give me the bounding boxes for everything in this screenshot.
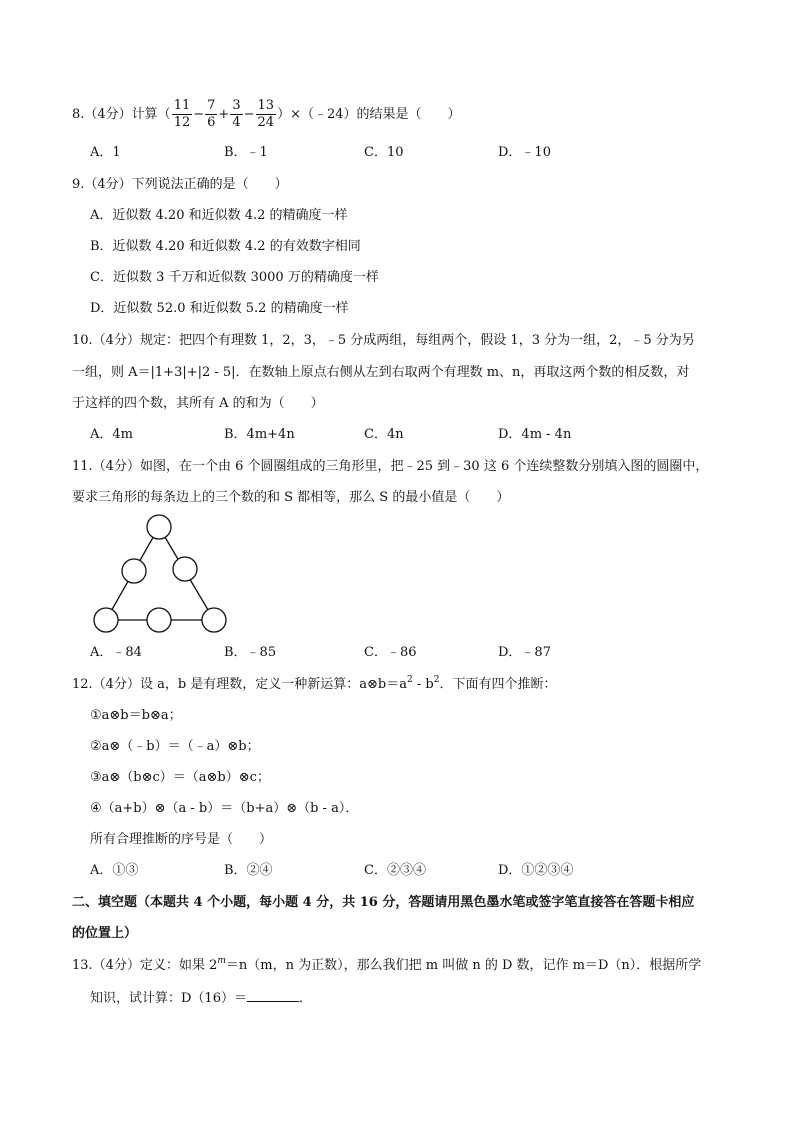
q13-line-1 xyxy=(72,957,701,975)
q9-option-d: D．近似数 52.0 和近似数 5.2 的精确度一样 xyxy=(90,301,349,316)
circle-bottom-mid xyxy=(147,608,171,632)
q12-option-a: A．①③ xyxy=(90,863,139,878)
q8-fraction-1: $\frac{11}{12}$ xyxy=(173,98,191,130)
q8-options xyxy=(90,144,730,162)
q12-exponent-a: 2 xyxy=(407,675,413,685)
q10-line-2: 一组，则 A＝|1+3|+|2 - 5|．在数轴上原点右侧从左到右取两个有理数 m、n，再取这两个数的相反数，对 xyxy=(72,365,690,380)
q8-option-d: D．﹣10 xyxy=(498,145,551,160)
q8-op-2: + xyxy=(218,107,230,122)
q8-option-c: C．10 xyxy=(364,145,404,160)
q12-item-3: ③a⊗（b⊗c）＝（a⊗b）⊗c； xyxy=(90,770,270,785)
q8-option-b: B．﹣1 xyxy=(224,145,268,160)
q10-option-c: C．4n xyxy=(364,427,404,442)
q11-option-b: B．﹣85 xyxy=(224,645,277,660)
q10-line-1: 10.（4分）规定：把四个有理数 1，2，3，﹣5 分成两组，每组两个，假设 1，3 分为一组，2，﹣5 分为另 xyxy=(72,333,695,348)
q9-option-a: A．近似数 4.20 和近似数 4.2 的精确度一样 xyxy=(90,208,348,223)
q10-option-b: B．4m+4n xyxy=(224,427,295,442)
q8-op-3: − xyxy=(243,107,255,122)
q12-item-4: ④（a+b）⊗（a - b）＝（b+a）⊗（b - a）． xyxy=(90,801,359,816)
q11-line-2: 要求三角形的每条边上的三个数的和 S 都相等，那么 S 的最小值是（ ） xyxy=(72,490,510,505)
q12-item-1: ①a⊗b＝b⊗a； xyxy=(90,708,182,723)
q8-fraction-2: $\frac{7}{6}$ xyxy=(207,98,216,130)
q12-item-2: ②a⊗（﹣b）＝（﹣a）⊗b； xyxy=(90,739,260,754)
q9-option-c: C．近似数 3 千万和近似数 3000 万的精确度一样 xyxy=(90,270,379,285)
triangle-circles-figure xyxy=(86,510,236,640)
q8-prefix: 8.（4分）计算（ xyxy=(72,107,171,122)
q10-option-d: D．4m - 4n xyxy=(498,427,572,442)
q11-option-d: D．﹣87 xyxy=(498,645,551,660)
q11-options xyxy=(90,644,730,662)
q9-option-b: B．近似数 4.20 和近似数 4.2 的有效数字相同 xyxy=(90,239,361,254)
q13-exponent: m xyxy=(217,956,226,966)
q12-question: 所有合理推断的序号是（ ） xyxy=(90,832,273,847)
q10-option-a: A．4m xyxy=(90,427,133,442)
q13-line-1-part-2: ＝n（m，n 为正数），那么我们把 m 叫做 n 的 D 数，记作 m＝D（n）．根据所学 xyxy=(225,958,702,973)
section-2-heading-line-2: 的位置上） xyxy=(72,926,138,941)
q12-option-c: C．②③④ xyxy=(364,863,426,878)
q8-suffix: ）×（﹣24）的结果是（ ） xyxy=(277,107,461,122)
q12-option-b: B．②④ xyxy=(224,863,273,878)
q11-option-a: A．﹣84 xyxy=(90,645,142,660)
q12-stem-part-2: - b xyxy=(412,677,434,692)
circle-bottom-left xyxy=(94,608,118,632)
circle-mid-left xyxy=(122,559,146,583)
circle-mid-right xyxy=(173,557,197,581)
q8-fraction-4: $\frac{13}{24}$ xyxy=(257,98,275,130)
q11-line-1: 11.（4分）如图，在一个由 6 个圆圈组成的三角形里，把﹣25 到﹣30 这 6 个连续整数分别填入图的圆圈中， xyxy=(72,459,709,474)
q13-line-2-part-2: ． xyxy=(298,991,312,1006)
q8-option-a: A．1 xyxy=(90,145,121,160)
q13-line-2-part-1: 知识，试计算：D（16）＝ xyxy=(90,991,247,1006)
q8-fraction-3: $\frac{3}{4}$ xyxy=(232,98,241,130)
q13-line-1-part-1: 13.（4分）定义：如果 2 xyxy=(72,958,218,973)
q13-line-2 xyxy=(90,988,312,1008)
section-2-heading-line-1: 二、填空题（本题共 4 个小题，每小题 4 分，共 16 分，答题请用黑色墨水笔或签字笔直接答在答题卡相应 xyxy=(72,895,695,910)
q13-answer-blank xyxy=(247,988,299,1002)
question-8 xyxy=(72,98,461,131)
circle-top xyxy=(147,515,171,539)
q9-stem: 9.（4分）下列说法正确的是（ ） xyxy=(72,177,288,192)
q12-stem-part-1: 12.（4分）设 a，b 是有理数，定义一种新运算：a⊗b＝a xyxy=(72,677,407,692)
q12-options xyxy=(90,862,730,880)
q10-options xyxy=(90,426,730,444)
q10-line-3: 于这样的四个数，其所有 A 的和为（ ） xyxy=(72,396,324,411)
q12-stem-part-3: ．下面有四个推断： xyxy=(439,677,557,692)
circle-bottom-right xyxy=(202,608,226,632)
q11-option-c: C．﹣86 xyxy=(364,645,417,660)
q8-op-1: − xyxy=(193,107,205,122)
q12-option-d: D．①②③④ xyxy=(498,863,574,878)
q12-stem xyxy=(72,676,556,694)
q12-exponent-b: 2 xyxy=(433,675,440,685)
